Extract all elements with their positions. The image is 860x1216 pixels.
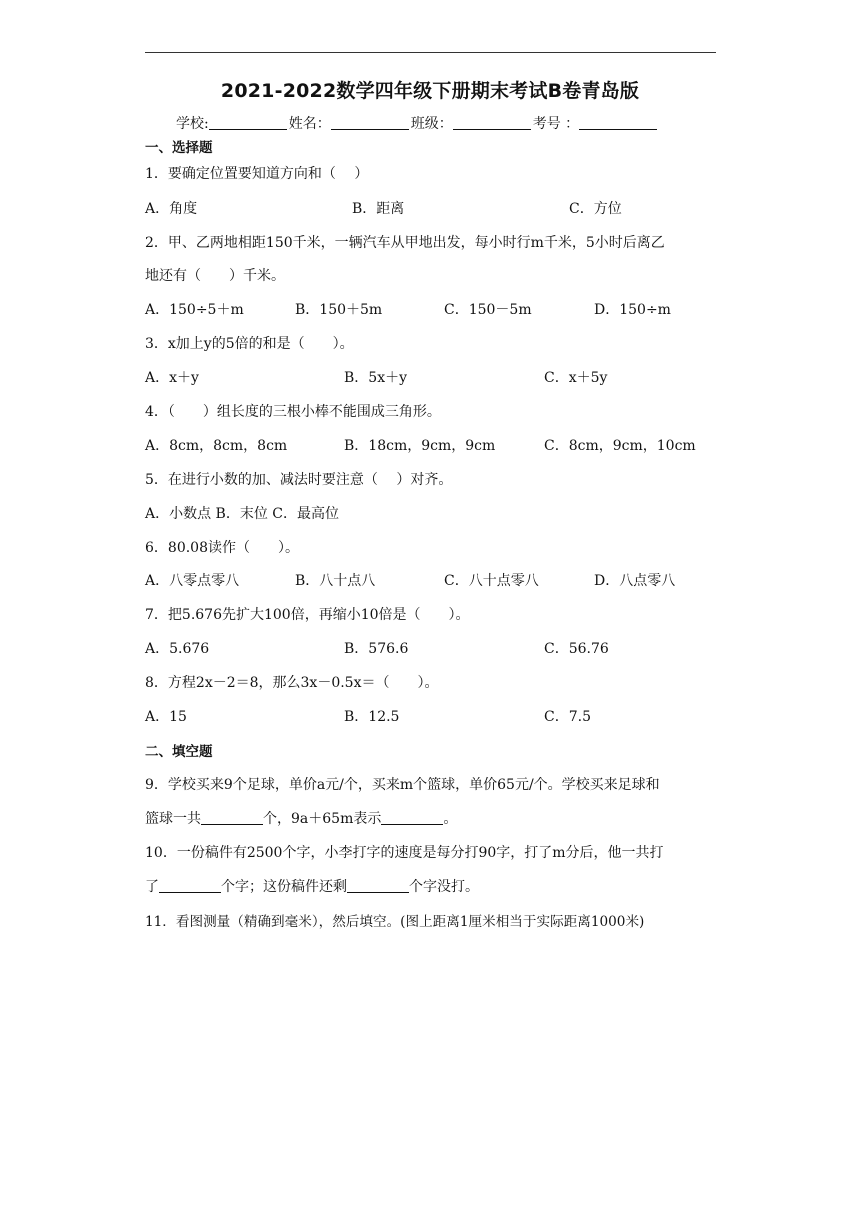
q7-option-c[interactable]: C．56.76 [544, 641, 609, 657]
q10-blank-1[interactable] [159, 879, 221, 893]
q9-blank-1[interactable] [201, 811, 263, 825]
header-rule [145, 52, 716, 53]
q6-option-d[interactable]: D．八点零八 [594, 573, 676, 589]
q2-option-d[interactable]: D．150÷m [594, 302, 671, 318]
class-blank[interactable] [453, 116, 531, 130]
section-fill-heading: 二、填空题 [145, 744, 213, 760]
student-info-line [176, 113, 659, 133]
question-9-line-1: 9．学校买来9个足球，单价a元/个，买来m个篮球，单价65元/个。学校买来足球和 [145, 777, 660, 793]
name-label: 姓名： [288, 116, 331, 132]
page-title: 2021-2022数学四年级下册期末考试B卷青岛版 [220, 80, 640, 102]
number-label: 考号 ： [532, 116, 580, 132]
question-4: 4．（ ）组长度的三根小棒不能围成三角形。 [145, 404, 441, 420]
question-2-line-1: 2．甲、乙两地相距150千米，一辆汽车从甲地出发，每小时行m千米，5小时后离乙 [145, 235, 665, 251]
q6-option-c[interactable]: C．八十点零八 [444, 573, 539, 589]
q6-option-b[interactable]: B．八十点八 [295, 573, 376, 589]
q7-option-a[interactable]: A．5.676 [145, 641, 210, 657]
question-1: 1．要确定位置要知道方向和（ ） [145, 166, 369, 182]
q10-blank-2[interactable] [347, 879, 409, 893]
q2-option-a[interactable]: A．150÷5＋m [145, 302, 244, 318]
q7-option-b[interactable]: B．576.6 [344, 641, 409, 657]
q9-text-c: 。 [443, 811, 458, 827]
q4-option-a[interactable]: A．8cm，8cm，8cm [145, 438, 288, 454]
question-9-line-2 [145, 808, 457, 828]
q4-option-b[interactable]: B．18cm，9cm，9cm [344, 438, 496, 454]
q6-option-a[interactable]: A．八零点零八 [145, 573, 240, 589]
question-3: 3．x加上y的5倍的和是（ ）。 [145, 336, 354, 352]
q3-option-a[interactable]: A．x＋y [145, 370, 199, 386]
q5-options[interactable]: A．小数点 B．末位 C．最高位 [145, 506, 340, 522]
section-choice-heading: 一、选择题 [145, 140, 213, 156]
q8-option-c[interactable]: C．7.5 [544, 709, 591, 725]
school-label: 学校: [176, 116, 209, 132]
question-2-line-2: 地还有（ ）千米。 [145, 268, 285, 284]
school-blank[interactable] [209, 116, 287, 130]
q10-text-b: 个字；这份稿件还剩 [221, 879, 347, 895]
q10-text-a: 了 [145, 879, 159, 895]
q3-option-b[interactable]: B．5x＋y [344, 370, 407, 386]
q9-text-b: 个，9a＋65m表示 [263, 811, 382, 827]
q2-option-b[interactable]: B．150＋5m [295, 302, 383, 318]
q1-option-a[interactable]: A．角度 [145, 201, 198, 217]
q4-option-c[interactable]: C．8cm，9cm，10cm [544, 438, 696, 454]
q8-option-a[interactable]: A．15 [145, 709, 187, 725]
question-11: 11．看图测量（精确到毫米），然后填空。(图上距离1厘米相当于实际距离1000米) [145, 914, 645, 930]
question-10-line-2 [145, 876, 479, 896]
q1-option-b[interactable]: B．距离 [352, 201, 405, 217]
q3-option-c[interactable]: C．x＋5y [544, 370, 608, 386]
number-blank[interactable] [579, 116, 657, 130]
q8-option-b[interactable]: B．12.5 [344, 709, 400, 725]
q9-blank-2[interactable] [381, 811, 443, 825]
class-label: 班级： [410, 116, 453, 132]
q10-text-c: 个字没打。 [409, 879, 479, 895]
question-6: 6．80.08读作（ ）。 [145, 540, 299, 556]
question-7: 7．把5.676先扩大100倍，再缩小10倍是（ ）。 [145, 607, 470, 623]
q9-text-a: 篮球一共 [145, 811, 201, 827]
name-blank[interactable] [331, 116, 409, 130]
question-5: 5．在进行小数的加、减法时要注意（ ）对齐。 [145, 472, 453, 488]
question-8: 8．方程2x－2＝8，那么3x－0.5x＝（ ）。 [145, 675, 439, 691]
q2-option-c[interactable]: C．150－5m [444, 302, 532, 318]
q1-option-c[interactable]: C．方位 [569, 201, 622, 217]
question-10-line-1: 10．一份稿件有2500个字，小李打字的速度是每分打90字，打了m分后，他一共打 [145, 845, 664, 861]
